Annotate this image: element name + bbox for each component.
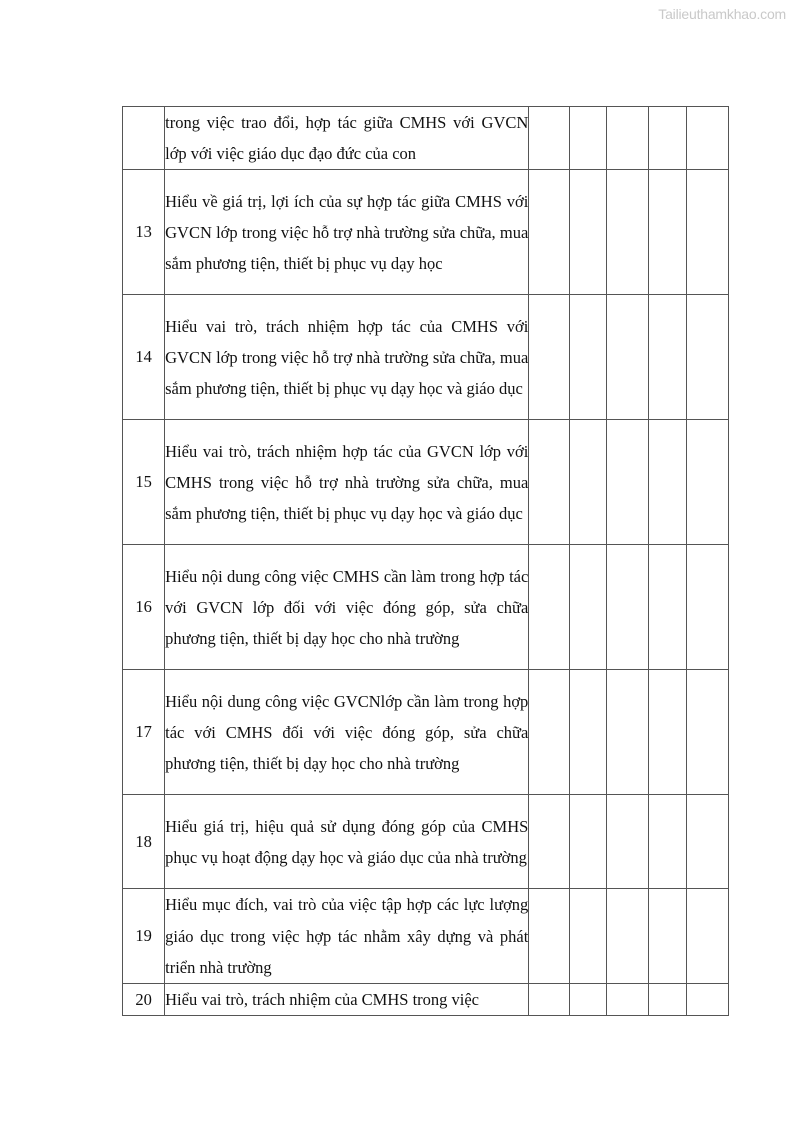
rating-cell-4[interactable]	[648, 984, 686, 1016]
table-row	[123, 984, 729, 1016]
rating-cell-5[interactable]	[686, 545, 728, 670]
table-row	[123, 420, 729, 545]
row-description-cell	[165, 545, 529, 670]
row-description-cell	[165, 889, 529, 984]
rating-cell-3[interactable]	[606, 984, 648, 1016]
row-number: 20	[123, 984, 165, 1016]
row-number: 17	[123, 670, 165, 795]
row-number: 13	[123, 170, 165, 295]
rating-cell-4[interactable]	[648, 670, 686, 795]
row-description: Hiểu nội dung công việc GVCNlớp cần làm trong hợp tác với CMHS đối với việc đóng góp, sửa chữa phương tiện, thiết bị dạy học cho nhà trường	[165, 691, 529, 773]
rating-cell-4[interactable]	[648, 889, 686, 984]
rating-cell-5[interactable]	[686, 984, 728, 1016]
survey-table-body	[123, 107, 729, 1016]
row-description: Hiểu vai trò, trách nhiệm của CMHS trong việc	[165, 990, 480, 1010]
table-row	[123, 107, 729, 170]
table-row	[123, 889, 729, 984]
rating-cell-1[interactable]	[529, 670, 570, 795]
rating-cell-2[interactable]	[570, 295, 606, 420]
rating-cell-3[interactable]	[606, 420, 648, 545]
rating-cell-5[interactable]	[686, 889, 728, 984]
rating-cell-2[interactable]	[570, 107, 606, 170]
row-description-cell	[165, 107, 529, 170]
rating-cell-5[interactable]	[686, 170, 728, 295]
row-number: 15	[123, 420, 165, 545]
rating-cell-1[interactable]	[529, 795, 570, 889]
rating-cell-2[interactable]	[570, 545, 606, 670]
rating-cell-1[interactable]	[529, 545, 570, 670]
rating-cell-4[interactable]	[648, 545, 686, 670]
rating-cell-5[interactable]	[686, 107, 728, 170]
rating-cell-5[interactable]	[686, 795, 728, 889]
rating-cell-2[interactable]	[570, 420, 606, 545]
rating-cell-4[interactable]	[648, 107, 686, 170]
table-row	[123, 170, 729, 295]
rating-cell-1[interactable]	[529, 107, 570, 170]
row-description: Hiểu nội dung công việc CMHS cần làm trong hợp tác với GVCN lớp đối với việc đóng góp, sửa chữa phương tiện, thiết bị dạy học cho nhà trường	[165, 566, 529, 648]
rating-cell-4[interactable]	[648, 170, 686, 295]
rating-cell-2[interactable]	[570, 889, 606, 984]
row-number: 19	[123, 889, 165, 984]
rating-cell-5[interactable]	[686, 420, 728, 545]
row-number: 16	[123, 545, 165, 670]
row-description: trong việc trao đổi, hợp tác giữa CMHS với GVCN lớp với việc giáo dục đạo đức của con	[165, 113, 529, 164]
rating-cell-1[interactable]	[529, 295, 570, 420]
rating-cell-2[interactable]	[570, 795, 606, 889]
rating-cell-5[interactable]	[686, 670, 728, 795]
survey-table	[122, 106, 729, 1016]
row-description: Hiểu vai trò, trách nhiệm hợp tác của GVCN lớp với CMHS trong việc hỗ trợ nhà trường sửa chữa, mua sắm phương tiện, thiết bị phục vụ dạy học và giáo dục	[165, 441, 529, 523]
rating-cell-5[interactable]	[686, 295, 728, 420]
row-description-cell	[165, 295, 529, 420]
rating-cell-4[interactable]	[648, 420, 686, 545]
rating-cell-2[interactable]	[570, 170, 606, 295]
row-number: 14	[123, 295, 165, 420]
row-description-cell	[165, 984, 529, 1016]
table-row	[123, 795, 729, 889]
row-description: Hiểu về giá trị, lợi ích của sự hợp tác giữa CMHS với GVCN lớp trong việc hỗ trợ nhà trường sửa chữa, mua sắm phương tiện, thiết bị phục vụ dạy học	[165, 191, 529, 273]
rating-cell-1[interactable]	[529, 420, 570, 545]
rating-cell-2[interactable]	[570, 670, 606, 795]
rating-cell-4[interactable]	[648, 295, 686, 420]
table-row	[123, 295, 729, 420]
rating-cell-3[interactable]	[606, 795, 648, 889]
rating-cell-1[interactable]	[529, 984, 570, 1016]
row-number	[123, 107, 165, 170]
rating-cell-3[interactable]	[606, 889, 648, 984]
rating-cell-4[interactable]	[648, 795, 686, 889]
row-description: Hiểu vai trò, trách nhiệm hợp tác của CMHS với GVCN lớp trong việc hỗ trợ nhà trường sửa chữa, mua sắm phương tiện, thiết bị phục vụ dạy học và giáo dục	[165, 316, 529, 398]
row-description-cell	[165, 170, 529, 295]
row-description-cell	[165, 795, 529, 889]
row-number: 18	[123, 795, 165, 889]
row-description: Hiểu mục đích, vai trò của việc tập hợp các lực lượng giáo dục trong việc hợp tác nhằm xây dựng và phát triển nhà trường	[165, 895, 529, 977]
rating-cell-1[interactable]	[529, 889, 570, 984]
row-description-cell	[165, 670, 529, 795]
rating-cell-3[interactable]	[606, 170, 648, 295]
table-row	[123, 670, 729, 795]
row-description: Hiểu giá trị, hiệu quả sử dụng đóng góp của CMHS phục vụ hoạt động dạy học và giáo dục của nhà trường	[165, 816, 529, 867]
rating-cell-2[interactable]	[570, 984, 606, 1016]
rating-cell-3[interactable]	[606, 107, 648, 170]
rating-cell-3[interactable]	[606, 670, 648, 795]
watermark: Tailieuthamkhao.com	[658, 6, 786, 22]
rating-cell-3[interactable]	[606, 295, 648, 420]
row-description-cell	[165, 420, 529, 545]
rating-cell-1[interactable]	[529, 170, 570, 295]
table-row	[123, 545, 729, 670]
rating-cell-3[interactable]	[606, 545, 648, 670]
